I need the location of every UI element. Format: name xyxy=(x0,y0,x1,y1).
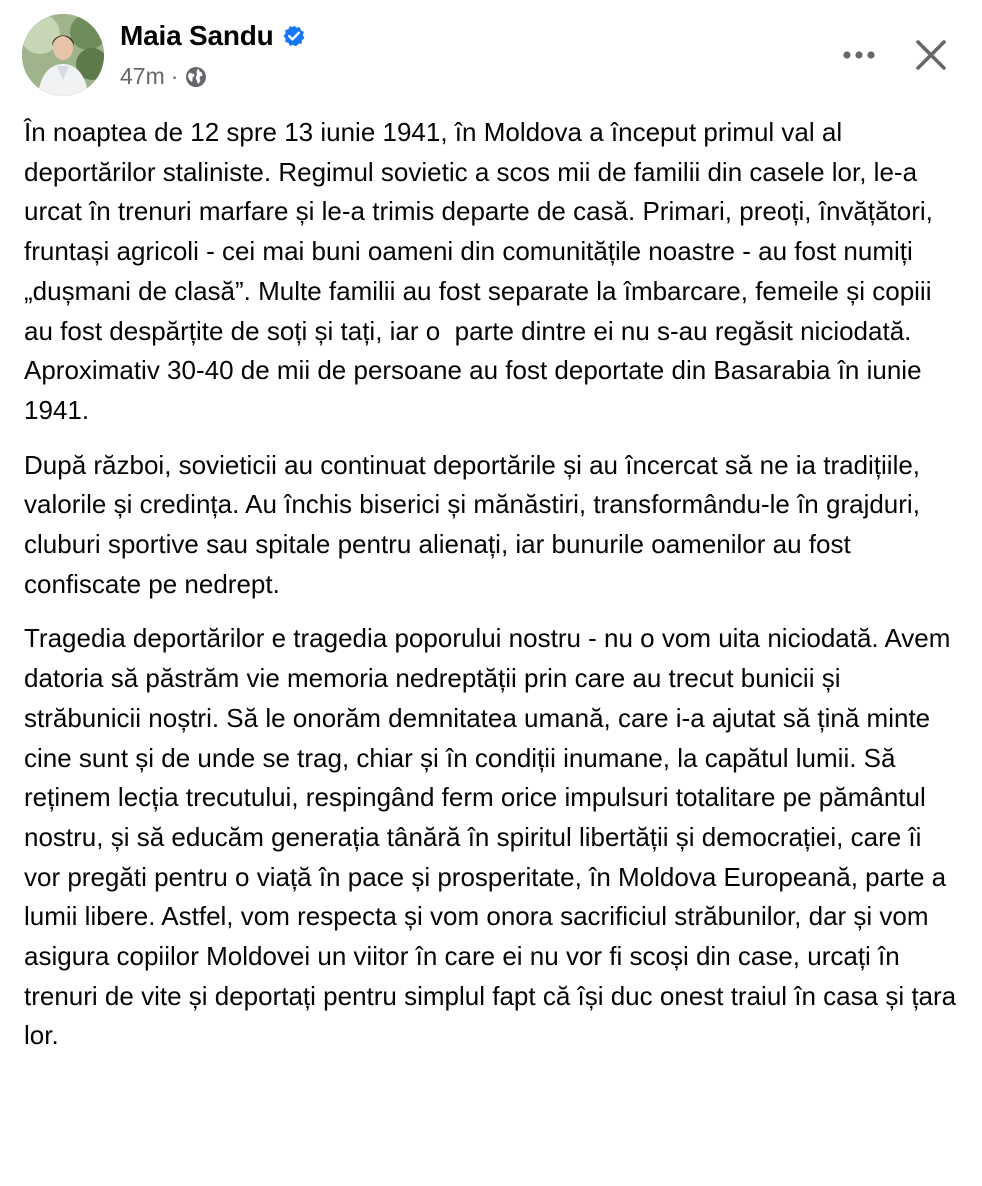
post-paragraph-1: În noaptea de 12 spre 13 iunie 1941, în Moldova a început primul val al deportărilor staliniste. Regimul sovietic a scos mii de familii din casele lor, le-a urcat în trenuri marfare și le-a trimis departe de casă. Primari, preoți, învățători, fruntași agricoli - cei mai buni oameni din comunitățile noastre - au fost numiți „dușmani de clasă”. Multe familii au fost separate la îmbarcare, femeile și copiii au fost despărțite de soți și tați, iar o parte dintre ei nu s-au regăsit niciodată. Aproximativ 30-40 de mii de persoane au fost deportate din Basarabia în iunie 1941. xyxy=(24,117,941,425)
author-name[interactable]: Maia Sandu xyxy=(120,20,274,51)
post-body xyxy=(24,113,964,1071)
post-time[interactable]: 47m xyxy=(120,63,165,89)
post-actions xyxy=(838,34,952,76)
post-paragraph-2: După război, sovieticii au continuat deportările și au încercat să ne ia tradițiile, valorile și credința. Au închis biserici și mănăstiri, transformându-le în grajduri, cluburi sportive sau spitale pentru alienați, iar bunurile oamenilor au fost confiscate pe nedrept. xyxy=(24,449,928,599)
close-button[interactable] xyxy=(910,34,952,76)
verified-badge-icon xyxy=(282,24,306,48)
more-options-icon xyxy=(842,50,876,60)
more-options-button[interactable] xyxy=(838,34,880,76)
post-meta xyxy=(120,63,208,90)
avatar[interactable] xyxy=(22,14,104,96)
post-header xyxy=(22,14,952,100)
author-row xyxy=(120,20,306,52)
meta-separator: · xyxy=(170,63,179,89)
post-paragraph-3: Tragedia deportărilor e tragedia poporului nostru - nu o vom uita niciodată. Avem datoria să păstrăm vie memoria nedreptății prin care au trecut bunicii și străbunicii noștri. Să le onorăm demnitatea umană, care i-a ajutat să țină minte cine sunt și de unde se trag, chiar și în condiții inumane, la capătul lumii. Să reținem lecția trecutului, respingând ferm orice impulsuri totalitare pe pământul nostru, și să educăm generația tânără în spiritul libertății și democrației, care îi vor pregăti pentru o viață în pace și prosperitate, în Moldova Europeană, parte a lumii libere. Astfel, vom respecta și vom onora sacrificiul străbunilor, dar și vom asigura copiilor Moldovei un viitor în care ei nu vor fi scoși din case, urcați în trenuri de vite și deportați pentru simplul fapt că își duc onest traiul în casa și țara lor. xyxy=(24,623,964,1051)
avatar-image xyxy=(22,14,104,96)
globe-icon xyxy=(184,65,208,89)
close-icon xyxy=(915,39,947,71)
